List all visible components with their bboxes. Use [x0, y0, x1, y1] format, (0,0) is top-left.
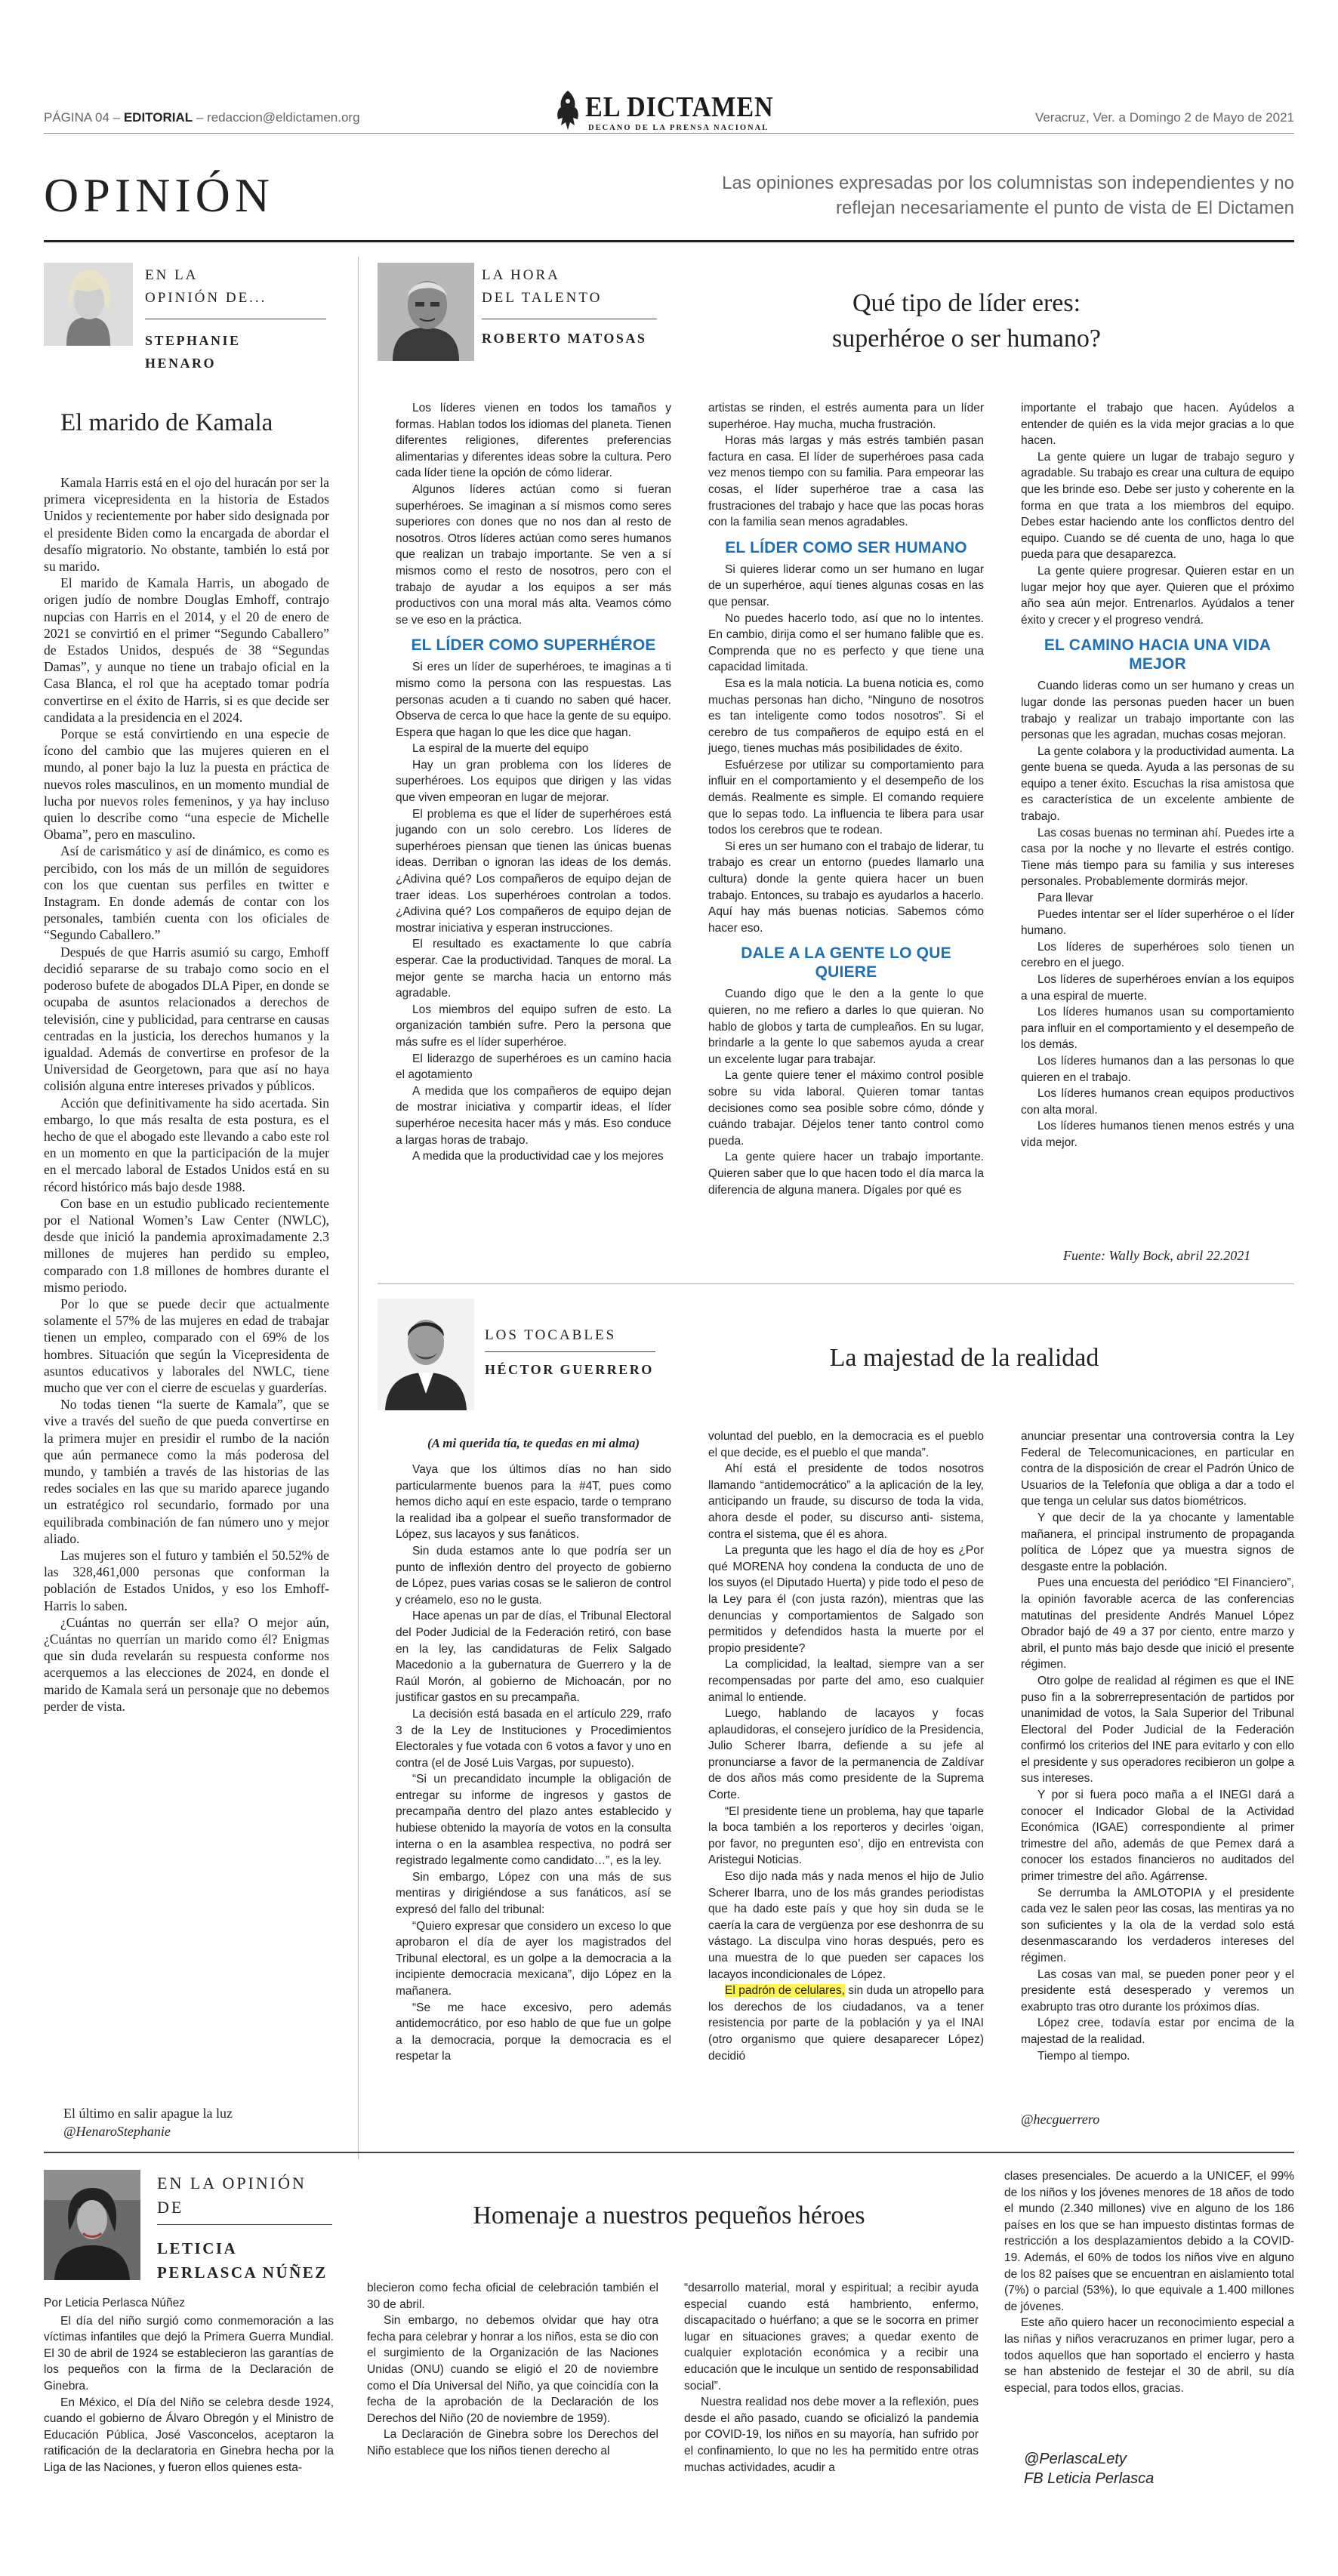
- kamala-author-line2: HENARO: [145, 356, 217, 371]
- paragraph: anunciar presentar una controversia contra la Ley Federal de Telecomunicaciones, en particular en contra de la disposición de crear el Padrón Único de Usuarios de la Telefonía que obliga a dar a todo el que tenga un celular sus datos biométricos.: [1021, 1430, 1294, 1508]
- paragraph: Hace apenas un par de días, el Tribunal Electoral del Poder Judicial de la Federación retiró, con base en la ley, las candidaturas de Felix Salgado Macedonio a la gubernatura de Guerrero y la de Raúl Morón, al gobierno de Michoacán, por no justificar gastos en su precampaña.: [396, 1610, 671, 1705]
- kamala-closing: El último en salir apague la luz: [63, 2106, 233, 2121]
- bottom-section-rule: [44, 2152, 1294, 2153]
- kamala-author: [145, 329, 241, 374]
- section-label: EDITORIAL: [123, 110, 193, 125]
- paragraph: Esfuérzese por utilizar su comportamiento para influir en el comportamiento y el desempeño de los demás. Realmente es simple. El comando requiere que lo sepas todo. La influencia te libera para usar todos los cerebros que te rodean.: [708, 758, 984, 837]
- paragraph: Luego, hablando de lacayos y focas aplaudidoras, el consejero jurídico de la Presidencia, Julio Scherer Ibarra, defiende a su jefe al pronunciarse a favor de la permanencia de Zaldívar de dos años más como presidente de la Suprema Corte.: [708, 1707, 984, 1802]
- paragraph: “El presidente tiene un problema, hay que taparle la boca también a los reporteros y decirles ‘oigan, por favor, no pregunten eso’, dijo en entrevista con Aristegui Noticias.: [708, 1804, 984, 1867]
- subheading: DALE A LA GENTE LO QUE QUIERE: [741, 944, 951, 981]
- realidad-kicker: LOS TOCABLES: [485, 1327, 617, 1343]
- paragraph: Si eres un ser humano con el trabajo de liderar, tu trabajo es crear un entorno (puedes llamarlo una cultura) donde la gente quiera hacer un buen trabajo. Entonces, su trabajo es ayudarlos a hacerlo. Aquí hay más buenas noticias. Sabemos cómo hacer eso.: [708, 840, 984, 935]
- paragraph: “desarrollo material, moral y espiritual; a recibir ayuda especial cuando está hambriento, enfermo, discapacitado o huérfano; a que se le socorra en primer lugar en situaciones graves; a quedar exento de cualquier explotación económica y a recibir una educación que le inculque un sentido de responsabilidad social”.: [684, 2282, 979, 2393]
- paragraph: voluntad del pueblo, en la democracia es el pueblo el que decide, es el pueblo el que manda”.: [708, 1430, 984, 1459]
- author-photo-perlasca: [44, 2170, 140, 2280]
- paragraph: No puedes hacerlo todo, así que no lo intentes. En cambio, dirija como el ser humano falible que es. Comprenda que no es perfecto y que tiene una capacidad limitada.: [708, 612, 984, 674]
- paragraph: La decisión está basada en el artículo 229, rrafo 3 de la Ley de Instituciones y Procedimientos Electorales y fue votada con 6 votos a favor y uno en contra (el de José Luis Vargas, por supuesto).: [396, 1707, 671, 1770]
- lider-source: Fuente: Wally Bock, abril 22.2021: [1063, 1248, 1251, 1263]
- paragraph: El liderazgo de superhéroes es un camino hacia el agotamiento: [396, 1052, 671, 1082]
- paragraph: Las mujeres son el futuro y también el 50.52% de las 328,461,000 personas que conforman la población de Estados Unidos, y eso los Emhoff-Harris lo saben.: [44, 1548, 329, 1613]
- paragraph: Ahí está el presidente de todos nosotros llamando “antidemocrático” a la aplicación de la ley, anticipando un fraude, su discurso de toda la vida, ahora desde el poder, su discurso anti- sistema, contra el sistema, que él es ahora.: [708, 1462, 984, 1541]
- realidad-column-3: [1021, 1428, 1294, 2100]
- paragraph: La gente quiere un lugar de trabajo seguro y agradable. Su trabajo es crear una cultura de equipo que les brinde eso. Debe ser justo y coherente en la forma en que trata a los miembros del equipo. Debes estar haciendo ante los conflictos dentro del equipo. Cuando se dé cuenta de uno, haga lo que pueda para que desaparezca.: [1021, 450, 1294, 562]
- paragraph: Pues una encuesta del periódico “El Financiero”, la opinión favorable acerca de las conferencias matutinas del presidente Andrés Manuel López Obrador bajó de 49 a 37 por ciento, entre marzo y abril, el punto más bajo desde que inició el presente régimen.: [1021, 1576, 1294, 1672]
- paragraph: Si quieres liderar como un ser humano en lugar de un superhéroe, aquí tienes algunas cosas en las que pensar.: [708, 562, 984, 609]
- paragraph: La complicidad, la lealtad, siempre van a ser recompensadas por parte del amo, eso cualquier animal lo entiende.: [708, 1658, 984, 1704]
- paragraph: Por lo que se puede decir que actualmente solamente el 57% de las mujeres en edad de trabajar tienen un empleo, comparado con el 69% de los hombres. Situación que según la Vicepresidenta de asuntos educativos y laborales del NWLC, tiene mucho que ver con el cierre de escuelas y guarderías.: [44, 1296, 329, 1395]
- column-divider-left: [358, 257, 359, 2159]
- paragraph: Las cosas van mal, se pueden poner peor y el presidente está desesperado y veremos un exabrupto tras otro durante los próximos días.: [1021, 1967, 1294, 2014]
- paragraph: Y por si fuera poco maña a el INEGI dará a conocer el Indicador Global de la Actividad Económica (IGAE) correspondiente al primer trimestre del año, además de que Pemex dará a conocer los estados financieros no auditados del primer trimestre del año. Agárrense.: [1021, 1789, 1294, 1884]
- paragraph: Los líderes de superhéroes envían a los equipos a una espiral de muerte.: [1021, 973, 1294, 1003]
- highlighted-phrase: El padrón de celulares,: [725, 1984, 845, 1998]
- paragraph: Los líderes humanos dan a las personas lo que quieren en el trabajo.: [1021, 1054, 1294, 1084]
- paragraph: Sin embargo, no debemos olvidar que hay otra fecha para celebrar y honrar a los niños, esta se dio con el surgimiento de la Organización de las Naciones Unidas (ONU) cuando se eligió el 20 de noviembre como el Día Universal del Niño, ya que coincidía con la fecha de la aprobación de la Declaración de los Derechos del Niño (20 de noviembre de 1959).: [367, 2314, 658, 2425]
- email-link[interactable]: redaccion@eldictamen.org: [207, 110, 360, 125]
- section-title: OPINIÓN: [44, 168, 275, 222]
- paragraph: López cree, todavía estar por encima de la majestad de la realidad.: [1021, 2017, 1294, 2046]
- page-header-left: PÁGINA 04 – EDITORIAL – redaccion@eldictamen.org: [44, 110, 360, 125]
- byline: Por Leticia Perlasca Núñez: [44, 2297, 185, 2309]
- paragraph: Los miembros del equipo sufren de esto. La organización también sufre. Pero la persona que más sufre es el líder superhéroe.: [396, 1003, 671, 1049]
- paragraph: Nuestra realidad nos debe mover a la reflexión, pues desde el año pasado, cuando se oficializó la pandemia por COVID-19, los niños en su mayoría, han sufrido por el confinamiento, lo que no les ha permitido entre otras muchas actividades, acudir a: [684, 2396, 979, 2474]
- lider-column-3: [1021, 400, 1294, 1246]
- paragraph: Otro golpe de realidad al régimen es que el INE puso fin a la sobrerrepresentación de partidos por unanimidad de votos, la Sala Superior del Tribunal Electoral del Poder Judicial de la Federación confirmó los criterios del INE para evitarlo y con ello el presidente y sus operadores recibieron un golpe a sus intereses.: [1021, 1674, 1294, 1786]
- author-photo-guerrero: [378, 1299, 474, 1410]
- paragraph: “Si un precandidato incumple la obligación de entregar su informe de ingresos y gastos de precampaña dentro del plazo antes establecido y hubiese obtenido la mayoría de votos en la consulta interna o en la asamblea respectiva, no podrá ser registrado legalmente como candidato…”, es la ley.: [396, 1773, 671, 1868]
- paragraph: El día del niño surgió como conmemoración a las víctimas infantiles que dejó la Primera Guerra Mundial. El 30 de abril de 1924 se establecieron las garantías de los pequeños con la firma de la Declaración de Ginebra.: [44, 2314, 334, 2393]
- subheading: EL LÍDER COMO SER HUMANO: [725, 538, 967, 556]
- realidad-author: HÉCTOR GUERRERO: [485, 1362, 654, 1377]
- heroes-kicker-line1: EN LA OPINIÓN: [157, 2174, 307, 2192]
- header-rule: [44, 133, 1294, 134]
- heroes-author-line2: PERLASCA NÚÑEZ: [157, 2263, 328, 2282]
- paragraph: clases presenciales. De acuerdo a la UNICEF, el 99% de los niños y los jóvenes menores de 18 años de todo el mundo (2.340 millones) vive en alguno de los 186 países en los que se han impuesto distintas formas de restricción a los desplazamientos debido a la COVID-19. Además, el 60% de todos los niños vive en alguno de los 82 países que se encuentran en aislamiento total (7%) o parcial (53%), lo que equivale a 1.400 millones de jóvenes.: [1004, 2170, 1294, 2313]
- kamala-kicker-line2: OPINIÓN DE...: [145, 290, 267, 306]
- paragraph: En México, el Día del Niño se celebra desde 1924, cuando el gobierno de Álvaro Obregón y el Ministro de Educación Pública, José Vasconcelos, aceptaron la ratificación de la declaratoria en Ginebra hecha por la Liga de las Naciones, y fueron ellos quienes esta-: [44, 2396, 334, 2474]
- paragraph: Eso dijo nada más y nada menos el hijo de Julio Scherer Ibarra, uno de los más grandes periodistas que ha dado este país y que hoy sin duda se le caería la cara de vergüenza por ese deshonrra de su vástago. La disculpa vino horas después, pero es una muestra de lo que pueden ser capaces los lacayos incondicionales de López.: [708, 1870, 984, 1981]
- heroes-author-line1: LETICIA: [157, 2239, 238, 2257]
- heroes-author: [157, 2236, 328, 2285]
- paragraph: ¿Cuántas no querrán ser ella? O mejor aún, ¿Cuántas no querrían un marido como él? Enigmas que sin duda revelarán su respuesta conforme nos acerquemos a las elecciones de 2024, en donde el marido de Kamala será un personaje que no debemos perder de vista.: [44, 1614, 329, 1714]
- paragraph: Acción que definitivamente ha sido acertada. Sin embargo, lo que más resalta de esta postura, es el hecho de que el abogado este llevando a cabo este rol en un momento en que la participación de la mujer en el mercado laboral de Estados Unidos está en su récord histórico más bajo desde 1988.: [44, 1095, 329, 1194]
- section-rule: [44, 240, 1294, 242]
- realidad-handle[interactable]: @hecguerrero: [1021, 2112, 1100, 2127]
- paragraph: Cuando digo que le den a la gente lo que quieren, no me refiero a darles lo que quieran. No hablo de globos y tarta de cumpleaños. En su lugar, brindarle a la gente lo que sabemos ayuda a crear un excelente lugar para trabajar.: [708, 988, 984, 1066]
- page-label: PÁGINA 04: [44, 110, 109, 125]
- paragraph: No todas tienen “la suerte de Kamala”, que se vive a través del sueño de que pueda convertirse en la primera mujer en presidir el rumbo de la nación que aún permanece como la más poderosa del mundo, y también a través de las historias de las redes sociales en las que su marido aparece jugando un estratégico rol secundario, formado por una equilibrada combinación de fan número uno y mejor aliado.: [44, 1397, 329, 1546]
- paragraph: Si eres un líder de superhéroes, te imaginas a ti mismo como la persona con las respuestas. Las personas acuden a ti cuando no saben qué hacer. Observa de cerca lo que hace la gente de su equipo. Espera que hagan lo que les dice que hagan.: [396, 661, 671, 739]
- kamala-title: El marido de Kamala: [60, 409, 273, 436]
- lider-column-2: [708, 400, 984, 1271]
- paragraph: Hay un gran problema con los líderes de superhéroes. Los equipos que dirigen y las vidas que viven empeoran en lugar de mejorar.: [396, 758, 671, 805]
- author-photo-matosas: [378, 263, 474, 361]
- paragraph: Para llevar: [1037, 892, 1094, 905]
- paragraph: Los líderes de superhéroes solo tienen un cerebro en el juego.: [1021, 940, 1294, 970]
- kamala-handle[interactable]: @HenaroStephanie: [63, 2124, 171, 2139]
- realidad-column-1: [396, 1462, 671, 2126]
- heroes-kicker-line2: DE: [157, 2198, 184, 2217]
- paragraph: La gente quiere tener el máximo control posible sobre su vida laboral. Quieren tomar tantas decisiones como sea posible sobre cómo, dónde y cuándo trabajar. Déjelos tener tanto control como pueda.: [708, 1069, 984, 1148]
- lider-title-line1: Qué tipo de líder eres:: [852, 289, 1081, 317]
- paragraph: importante el trabajo que hacen. Ayúdelos a entender de quién es la vida mejor gracias a lo que hacen.: [1021, 402, 1294, 448]
- paragraph: La gente quiere progresar. Quieren estar en un lugar mejor hoy que ayer. Quieren que el próximo año sea aún mejor. Entrenarlos. Ayúdalos a tener éxito y crecer y el progreso vendrá.: [1021, 564, 1294, 627]
- realidad-title: La majestad de la realidad: [829, 1344, 1099, 1372]
- dateline: Veracruz, Ver. a Domingo 2 de Mayo de 2021: [1034, 110, 1294, 125]
- paragraph: La pregunta que les hago el día de hoy es ¿Por qué MORENA hoy condena la conducta de uno de los suyos (el Diputado Huerta) y pide todo el peso de la Ley para él (con justa razón), mientras que las denuncias y comportamientos de Salgado son permitidos y defendidos hasta la muerte por el propio presidente?: [708, 1544, 984, 1655]
- subheading: EL LÍDER COMO SUPERHÉROE: [411, 636, 656, 655]
- paragraph: La gente quiere hacer un trabajo importante. Quieren saber que lo que hacen todo el día marca la diferencia de alguna manera. Dígales por qué es: [708, 1151, 984, 1197]
- heroes-fb[interactable]: FB Leticia Perlasca: [1024, 2470, 1155, 2487]
- paragraph: Cuando lideras como un ser humano y creas un lugar donde las personas pueden hacer un buen trabajo y realizar un trabajo importante con las personas que les agradan, muchas cosas mejoran.: [1021, 679, 1294, 742]
- paragraph: Los líderes humanos tienen menos estrés y una vida mejor.: [1021, 1120, 1294, 1149]
- paragraph: La Declaración de Ginebra sobre los Derechos del Niño establece que los niños tienen derecho al: [367, 2428, 658, 2457]
- eagle-logo-icon: [555, 89, 581, 131]
- paragraph: La espiral de la muerte del equipo: [412, 742, 589, 756]
- paragraph: Después de que Harris asumió su cargo, Emhoff decidió separarse de su trabajo como socio en el poderoso bufete de abogados DLA Piper, en donde se ocupaba de asuntos relacionados a derechos de televisión, cine y publicidad, para centrarse en causas centradas en la justicia, los derechos humanos y la igualdad. Además de convertirse en profesor de la Universidad de Georgetown, para que así no haya colisión alguna entre intereses privados y públicos.: [44, 944, 329, 1094]
- paragraph-continuation: sin duda un atropello para los derechos de los ciudadanos, va a tener resistencia por parte de la población y ya el INAI (otro organismo que quiere desaparecer López) decidió: [708, 1984, 984, 2063]
- realidad-dedication: (A mi querida tía, te quedas en mi alma): [427, 1436, 640, 1450]
- disclaimer-line2: reflejan necesariamente el punto de vista de El Dictamen: [835, 198, 1294, 218]
- heroes-title: Homenaje a nuestros pequeños héroes: [473, 2202, 865, 2229]
- paragraph: Con base en un estudio publicado recientemente por el National Women’s Law Center (NWLC), desde que inició la pandemia aproximadamente 2.3 millones de mujeres han perdido su empleo, comparado con 1.8 millones de hombres durante el mismo periodo.: [44, 1195, 329, 1295]
- paragraph: blecieron como fecha oficial de celebración también el 30 de abril.: [367, 2282, 658, 2311]
- paragraph: “Quiero expresar que considero un exceso lo que aprobaron el día de ayer los magistrados del Tribunal electoral, es un golpe a la democracia a la incipiente democracia mexicana”, dijo López en la mañanera.: [396, 1919, 671, 1998]
- heroes-column-1: [44, 2295, 334, 2522]
- heroes-column-3: [684, 2280, 979, 2522]
- paragraph: Sin duda estamos ante lo que podría ser un punto de inflexión dentro del proyecto de gobierno de López, pues varias cosas se le salieron de control y créamelo, eso no le gusta.: [396, 1544, 671, 1607]
- paragraph: Esa es la mala noticia. La buena noticia es, como muchas personas han dicho, “Ninguno de nosotros es tan inteligente como todos nosotros”. Si el cerebro de tus compañeros de equipo está en el juego, tienes muchas más posibilidades de éxito.: [708, 676, 984, 756]
- paragraph: Las cosas buenas no terminan ahí. Puedes irte a casa por la noche y no llevarte el estrés contigo. Tiene más tiempo para su familia y sus intereses personales. Probablemente dormirás mejor.: [1021, 826, 1294, 889]
- logo-tagline: DECANO DE LA PRENSA NACIONAL: [588, 124, 769, 132]
- paragraph: Vaya que los últimos días no han sido particularmente buenos para la #4T, pues como hemos dicho aquí en este espacio, tarde o temprano la realidad iba a golpear el sueño transformador de López, sus lacayos y sus fanáticos.: [396, 1463, 671, 1542]
- paragraph: Algunos líderes actúan como si fueran superhéroes. Se imaginan a sí mismos como seres superiores con dones que no nos dan al resto de nosotros. Otros líderes actúan como seres humanos que realizan un trabajo importante. Se ven a sí mismos como el resto de nosotros, pero con el trabajo de ayudar a los equipos a ser más productivos con una moral más alta. Veamos cómo se ve eso en la práctica.: [396, 482, 671, 627]
- paragraph: Sin embargo, López con una más de sus mentiras y dirigiéndose a sus fanáticos, así se expresó del fallo del tribunal:: [396, 1870, 671, 1917]
- paragraph: Puedes intentar ser el líder superhéroe o el líder humano.: [1021, 907, 1294, 938]
- paragraph: A medida que los compañeros de equipo dejan de mostrar iniciativa y compartir ideas, el líder superhéroe necesita hacer más y más. Eso conduce a largas horas de trabajo.: [396, 1084, 671, 1147]
- paragraph: Este año quiero hacer un reconocimiento especial a las niñas y niños veracruzanos en primer lugar, pero a todos aquellos que han soportado el encierro y hasta se han abstenido de festejar el 30 de abril, su día especial, para todos ellos, gracias.: [1004, 2316, 1294, 2395]
- paragraph: El resultado es exactamente lo que cabría esperar. Cae la productividad. Tanques de moral. La mejor gente se marcha hacia un entorno más agradable.: [396, 938, 671, 1000]
- kamala-author-line1: STEPHANIE: [145, 333, 241, 348]
- paragraph: El marido de Kamala Harris, un abogado de origen judío de nombre Douglas Emhoff, contrajo nupcias con Harris en el 2014, y el 20 de enero de 2021 se convirtió en el primer “Segundo Caballero” de Estados Unidos, después de 38 “Segundas Damas”, y aunque no tiene un trabajo oficial en la Casa Blanca, el rol que ha aceptado tomar podría convertirse en el éxito de Harris, si es que decide ser candidata a la presidencia en el 2024.: [44, 575, 329, 725]
- lider-title: [725, 285, 1208, 356]
- kamala-body: [44, 474, 329, 2108]
- lider-column-1: [396, 400, 671, 1271]
- paragraph: Porque se está convirtiendo en una especie de ícono del cambio que las mujeres quieren en el mundo, al poner bajo la luz la puesta en práctica de nuevos roles masculinos, en un momento mundial de lucha por nuevos roles femeninos, y ya hay incluso quien lo describe como “una especie de Michelle Obama”, pero en masculino.: [44, 726, 329, 843]
- realidad-kicker-rule: [485, 1351, 655, 1352]
- heroes-handle[interactable]: @PerlascaLety: [1024, 2451, 1127, 2467]
- paragraph: Los líderes humanos usan su comportamiento para influir en el comportamiento y el desempeño de los demás.: [1021, 1006, 1294, 1052]
- paragraph: “Se me hace excesivo, pero además antidemocrático, por eso hablo de que fue un golpe a la democracia, porque la democracia es el respetar la: [396, 2001, 671, 2063]
- paragraph: La gente colabora y la productividad aumenta. La gente buena se queda. Ayuda a las personas de su equipo a tener éxito. Escuchas la risa amistosa que es característica de un excelente ambiente de trabajo.: [1021, 744, 1294, 824]
- paragraph: Kamala Harris está en el ojo del huracán por ser la primera vicepresidenta en la historia de Estados Unidos y recientemente por haber sido designada por el presidente Biden como la encargada de abordar el desafío migratorio. No obstante, también lo está por su marido.: [44, 475, 329, 575]
- lider-kicker: [482, 264, 602, 310]
- realidad-column-2: [708, 1428, 984, 2129]
- paragraph: Los líderes vienen en todos los tamaños y formas. Hablan todos los idiomas del planeta. Tienen diferentes religiones, diferentes preferencias alimentarias y diferentes ideas sobre la cultura. Pero cada líder tiene la opción de cómo liderar.: [396, 402, 671, 480]
- paragraph: El problema es que el líder de superhéroes está jugando con un solo cerebro. Los líderes de superhéroes piensan que tienen las únicas buenas ideas. Derriban o ignoran las ideas de los demás. ¿Adivina qué? Los compañeros de equipo dejan de traer ideas. Los superhéroes controlan a todos. ¿Adivina qué? Los compañeros de equipo dejan de mostrar iniciativa y esperan instrucciones.: [396, 807, 671, 935]
- lider-bottom-rule: [378, 1283, 1294, 1284]
- paragraph: [708, 1983, 984, 2064]
- author-photo-henaro: [44, 263, 133, 346]
- heroes-kicker: [157, 2171, 307, 2220]
- paragraph: Tiempo al tiempo.: [1037, 2049, 1130, 2063]
- disclaimer-line1: Las opiniones expresadas por los columnistas son independientes y no: [722, 173, 1294, 193]
- lider-kicker-line1: LA HORA: [482, 267, 560, 283]
- heroes-kicker-rule: [157, 2224, 332, 2225]
- paragraph: Se derrumba la AMLOTOPIA y el presidente cada vez le salen peor las cosas, las mentiras ya no son suficientes y la ola de la verdad solo está desenmascarando los verdaderos intereses del régimen.: [1021, 1886, 1294, 1964]
- subheading: EL CAMINO HACIA UNA VIDA MEJOR: [1044, 636, 1272, 673]
- paragraph: Horas más largas y más estrés también pasan factura en casa. El líder de superhéroes pasa cada vez menos tiempo con su familia. Para empeorar las cosas, el líder superhéroe trae a casa las frustraciones del trabajo y hace que las pocas horas con la familia sean menos agradables.: [708, 434, 984, 529]
- paragraph: Los líderes humanos crean equipos productivos con alta moral.: [1021, 1087, 1294, 1117]
- disclaimer: [722, 171, 1294, 220]
- lider-kicker-line2: DEL TALENTO: [482, 290, 603, 306]
- heroes-column-2: [367, 2280, 658, 2522]
- paragraph: Así de carismático y así de dinámico, es como es percibido, con los más de un millón de seguidores con los que cuentan sus perfiles en twitter e Instagram. En donde además de contar con los personales, también cuenta con los oficiales de “Segundo Caballero.”: [44, 843, 329, 943]
- kamala-kicker-line1: EN LA: [145, 267, 199, 283]
- lider-title-line2: superhéroe o ser humano?: [832, 325, 1101, 353]
- logo-text: EL DICTAMEN: [585, 91, 774, 123]
- lider-author: ROBERTO MATOSAS: [482, 331, 647, 346]
- paragraph: A medida que la productividad cae y los mejores: [412, 1150, 664, 1163]
- paragraph: artistas se rinden, el estrés aumenta para un líder superhéroe. Hay mucha, mucha frustración.: [708, 402, 984, 431]
- kamala-kicker: [145, 264, 267, 310]
- heroes-column-4: [1004, 2168, 1294, 2440]
- paragraph: Y que decir de la ya chocante y lamentable mañanera, el principal instrumento de propaganda política de López que ya muestra signos de desgaste entre la población.: [1021, 1511, 1294, 1573]
